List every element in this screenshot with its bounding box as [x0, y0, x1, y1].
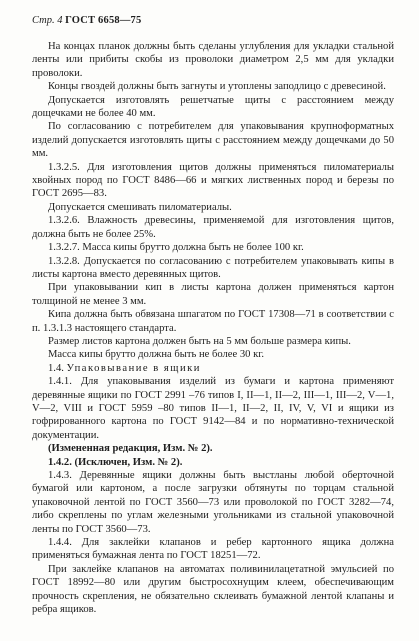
page-header [32, 14, 392, 28]
page-number: Стр. 4 [32, 15, 63, 26]
paragraph: По согласованию с потребителем для упаковывания крупноформатных изделий допускается изготовлять щиты с расстоянием между дощечками до 50 мм. [32, 121, 394, 160]
paragraph: Допускается смешивать пиломатериалы. [48, 201, 232, 213]
paragraph: Кипа должна быть обвязана шпагатом по ГОСТ 17308—71 в соответствии с п. 1.3.1.3 настоящего стандарта. [32, 309, 394, 334]
standard-code: ГОСТ 6658—75 [65, 15, 142, 26]
clause-1-4-3: 1.4.3. Деревянные ящики должны быть выстланы любой оберточной бумагой или картоном, а после загрузки обтянуты по торцам стальной упаковочной лентой по ГОСТ 3560—73 или проволокой по ГОСТ 3282—74, либо скреплены по углам железными угольниками из стальной упаковочной ленты по ГОСТ 3560—73. [32, 470, 394, 535]
paragraph: Допускается изготовлять решетчатые щиты с расстоянием между дощечками не более 40 мм. [32, 94, 394, 120]
clause-1-3-2-8: 1.3.2.8. Допускается по согласованию с потребителем упаковывать кипы в листы картона вместо деревянных щитов. [32, 255, 394, 280]
paragraph: Размер листов картона должен быть на 5 мм больше размера кипы. [48, 335, 351, 347]
section-number: 1.4. [48, 362, 64, 374]
amendment-note: (Измененная редакция, Изм. № 2). [48, 443, 213, 455]
clause-1-3-2-7: 1.3.2.7. Масса кипы брутто должна быть не более 100 кг. [48, 242, 304, 254]
paragraph: Масса кипы брутто должна быть не более 30 кг. [48, 349, 265, 361]
clause-1-4-4: 1.4.4. Для заклейки клапанов и ребер картонного ящика должна применяться бумажная лента по ГОСТ 18251—72. [32, 537, 394, 562]
clause-1-4-2: 1.4.2. (Исключен, Изм. № 2). [48, 456, 183, 468]
clause-1-3-2-6: 1.3.2.6. Влажность древесины, применяемой для изготовления щитов, должна быть не более 25%. [32, 215, 394, 240]
document-body [32, 40, 394, 616]
clause-1-4-1: 1.4.1. Для упаковывания изделий из бумаги и картона применяют деревянные ящики по ГОСТ 2991 –76 типов I, II—1, II—2, III—1, III—2, V—1, V—2, VIII и ГОСТ 5959 –80 типов II—1, II—2, II, IV, V, VI и ящики из гофрированного картона по ГОСТ 9142—84 и по нормативно-технической документации. [32, 376, 394, 441]
section-heading [32, 362, 394, 375]
paragraph: При заклейке клапанов на автоматах поливинилацетатной эмульсией по ГОСТ 18992—80 или другим быстросохнущим клеем, обеспечивающим прочность скрепления, не обязательно склеивать бумажной лентой клапаны и ребра ящиков. [32, 563, 394, 616]
paragraph: Концы гвоздей должны быть загнуты и утоплены заподлицо с древесиной. [48, 81, 386, 93]
paragraph: На концах планок должны быть сделаны углубления для укладки стальной ленты или прибиты скобы из проволоки диаметром 2,5 мм для укладки проволоки. [32, 41, 394, 79]
section-title: Упаковывание в ящики [66, 362, 201, 374]
clause-1-3-2-5: 1.3.2.5. Для изготовления щитов должны применяться пиломатериалы хвойных пород по ГОСТ 8486—66 и мягких лиственных пород и березы по ГОСТ 2695—83. [32, 161, 394, 200]
paragraph: При упаковывании кип в листы картона должен применяться картон толщиной не менее 3 мм. [32, 282, 394, 307]
